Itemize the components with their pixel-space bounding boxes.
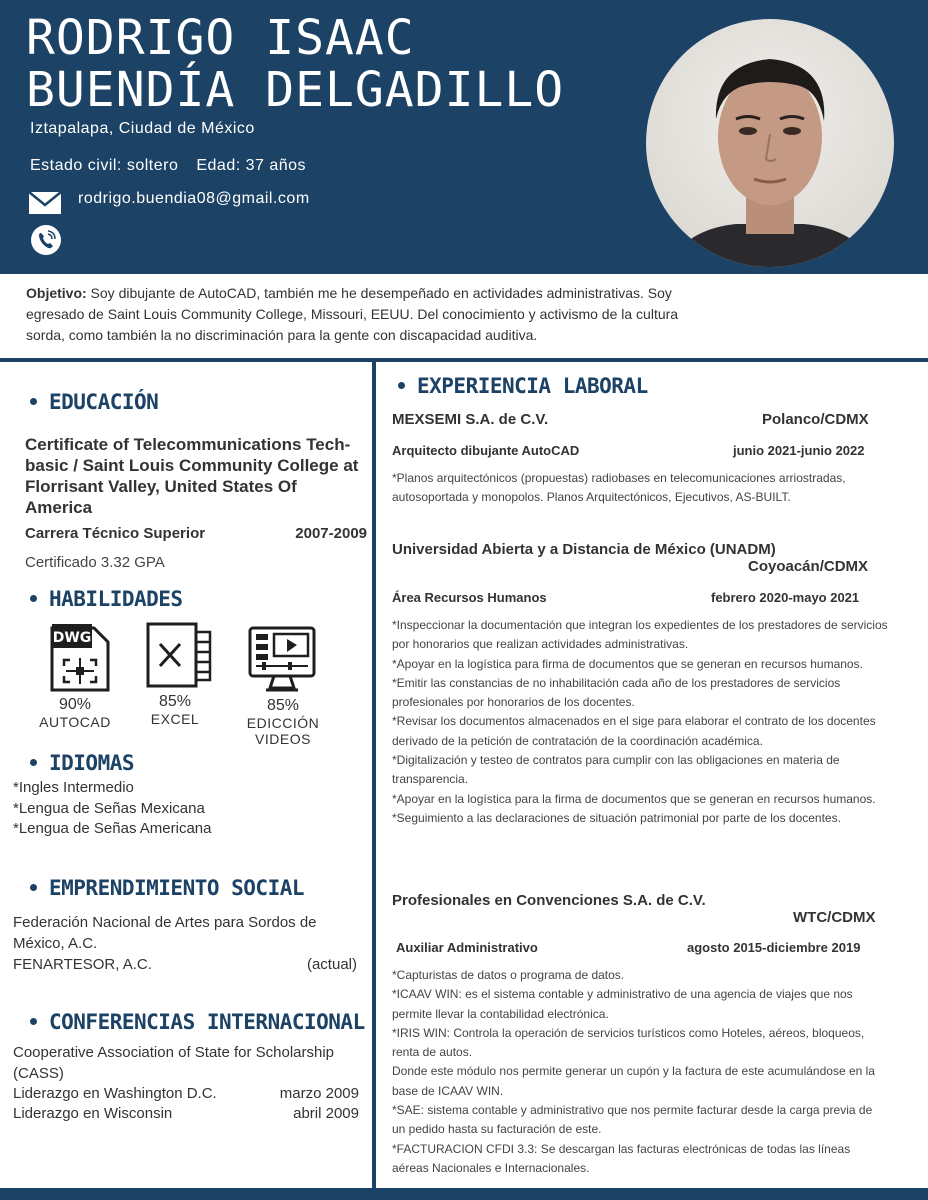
footer-bar bbox=[0, 1188, 928, 1200]
education-row bbox=[25, 525, 367, 542]
conference-date: marzo 2009 bbox=[279, 1085, 359, 1102]
job-role: Auxiliar Administrativo bbox=[396, 940, 538, 955]
job-period: junio 2021-junio 2022 bbox=[733, 443, 865, 458]
job-bullet: *SAE: sistema contable y administrativo que nos permite facturar desde la carga previa de un pedido hasta su facturación de este. bbox=[392, 1103, 873, 1137]
skills-heading bbox=[30, 587, 183, 611]
svg-text:DWG: DWG bbox=[52, 630, 92, 646]
conferences-heading bbox=[30, 1010, 365, 1034]
conference-date: abril 2009 bbox=[293, 1105, 359, 1122]
languages-heading bbox=[30, 751, 134, 775]
horizontal-divider bbox=[0, 358, 928, 362]
languages-title: IDIOMAS bbox=[49, 751, 135, 775]
email-link[interactable]: rodrigo.buendia08@gmail.com bbox=[78, 190, 310, 207]
language-item: *Lengua de Señas Mexicana bbox=[13, 799, 205, 817]
job-bullet: *IRIS WIN: Controla la operación de servicios turísticos como Hoteles, aéreos, bloqueos, renta de autos. bbox=[392, 1025, 865, 1060]
video-editing-icon bbox=[248, 626, 316, 699]
language-item: *Lengua de Señas Americana bbox=[13, 820, 212, 837]
skill-percent: 85% bbox=[266, 697, 300, 714]
civil-status: Estado civil: soltero bbox=[30, 157, 179, 174]
conference-item bbox=[13, 1084, 359, 1105]
social-acronym: FENARTESOR, A.C. bbox=[13, 956, 152, 973]
bullet-dot bbox=[398, 382, 405, 389]
bullet-dot bbox=[30, 759, 37, 766]
job-bullets bbox=[392, 616, 888, 828]
candidate-name bbox=[26, 12, 564, 116]
education-heading bbox=[30, 390, 158, 414]
experience-heading bbox=[398, 374, 648, 398]
job-company: Universidad Abierta y a Distancia de México (UNADM) bbox=[392, 541, 776, 558]
conference-name: Liderazgo en Wisconsin bbox=[13, 1105, 173, 1122]
conferences-org: Cooperative Association of State for Scholarship (CASS) bbox=[13, 1044, 335, 1082]
job-role: Área Recursos Humanos bbox=[392, 590, 547, 605]
skill-percent: 85% bbox=[158, 693, 192, 710]
language-item: *Ingles Intermedio bbox=[13, 779, 134, 796]
header-banner bbox=[0, 0, 928, 274]
job-bullet: *Capturistas de datos o programa de datos. bbox=[392, 968, 625, 982]
job-bullet: *Inspeccionar la documentación que integran los expedientes de los prestadores de servicios por honorarios que realizan actividades administrativas. bbox=[392, 618, 888, 652]
job-bullet: Donde este módulo nos permite generar un cupón y la factura de este acumulándose en la base de ICAAV WIN. bbox=[392, 1064, 875, 1098]
skill-video-editing bbox=[238, 697, 328, 747]
objective-text: Soy dibujante de AutoCAD, también me he desempeñado en actividades administrativas. Soy egresado de Saint Louis Community College, Missouri, EEUU. Del conocimiento y activismo de la cultura sorda, como también la no discriminación para la gente con discapacidad auditiva. bbox=[26, 285, 679, 343]
skill-percent: 90% bbox=[58, 696, 92, 713]
skill-label: EDICCIÓN bbox=[246, 715, 320, 731]
job-company: MEXSEMI S.A. de C.V. bbox=[392, 411, 549, 428]
job-role: Arquitecto dibujante AutoCAD bbox=[392, 443, 580, 458]
job-bullet: *Planos arquitectónicos (propuestas) radiobases en telecomunicaciones arriostradas, autosoportada y monopolos. Planos Arquitectónicos, Ejecutivos, AS-BUILT. bbox=[392, 471, 846, 505]
skill-label: AUTOCAD bbox=[39, 714, 111, 730]
objective-label: Objetivo: bbox=[26, 285, 87, 301]
conference-name: Liderazgo en Washington D.C. bbox=[13, 1085, 217, 1102]
job-bullet: *FACTURACION CFDI 3.3: Se descargan las facturas electrónicas de todas las líneas aéreas Nacionales e Internacionales. bbox=[392, 1141, 851, 1175]
conferences-title: CONFERENCIAS INTERNACIONAL bbox=[49, 1010, 365, 1034]
job-period: febrero 2020-mayo 2021 bbox=[711, 590, 860, 605]
job-location: Polanco/CDMX bbox=[762, 411, 869, 428]
languages-list bbox=[13, 778, 211, 840]
social-org-line: Federación Nacional de Artes para Sordos de bbox=[13, 914, 317, 931]
job-bullet: *ICAAV WIN: es el sistema contable y administrativo de una agencia de viajes que nos permite llevar la contabilidad electrónica. bbox=[392, 987, 853, 1021]
skill-autocad bbox=[30, 696, 120, 730]
bullet-dot bbox=[30, 398, 37, 405]
age: Edad: 37 años bbox=[196, 157, 307, 174]
education-degree: Certificate of Telecommunications Tech-basic / Saint Louis Community College at Florrisant Valley, United States Of America bbox=[25, 435, 359, 517]
education-title: EDUCACIÓN bbox=[49, 390, 159, 414]
job-bullet: *Digitalización y testeo de contratos para cumplir con las obligaciones en materia de transparencia. bbox=[392, 753, 840, 787]
social-status: (actual) bbox=[306, 956, 357, 973]
phone-icon bbox=[30, 224, 62, 261]
social-heading bbox=[30, 876, 304, 900]
location: Iztapalapa, Ciudad de México bbox=[30, 120, 255, 137]
job-period: agosto 2015-diciembre 2019 bbox=[687, 940, 861, 955]
bullet-dot bbox=[30, 1018, 37, 1025]
social-acronym-row bbox=[13, 955, 357, 976]
dwg-file-icon bbox=[50, 622, 110, 697]
skill-label: VIDEOS bbox=[255, 731, 311, 747]
job-bullet: *Seguimiento a las declaraciones de situación patrimonial por parte de los docentes. bbox=[392, 810, 841, 825]
skill-excel bbox=[130, 693, 220, 727]
job-bullet: *Apoyar en la logística para la firma de documentos que se generan en recursos humanos. bbox=[392, 791, 876, 806]
social-org-line: México, A.C. bbox=[13, 934, 98, 952]
job-location: Coyoacán/CDMX bbox=[748, 558, 869, 575]
excel-file-icon bbox=[146, 622, 212, 693]
objective-paragraph bbox=[26, 283, 706, 346]
name-line-1: RODRIGO ISAAC bbox=[26, 10, 415, 66]
skill-label: EXCEL bbox=[150, 711, 200, 727]
education-years: 2007-2009 bbox=[295, 525, 367, 542]
profile-photo bbox=[646, 19, 894, 267]
experience-title: EXPERIENCIA LABORAL bbox=[417, 374, 648, 398]
job-bullet: *Revisar los documentos almacenados en el sige para elaborar el contrato de los docentes derivado de la petición de contratación de la coordinación académica. bbox=[392, 714, 876, 748]
bullet-dot bbox=[30, 595, 37, 602]
bullet-dot bbox=[30, 884, 37, 891]
job-bullet: *Apoyar en la logística para firma de documentos que se generan en recursos humanos. bbox=[392, 656, 863, 671]
name-line-2: BUENDÍA DELGADILLO bbox=[26, 62, 565, 118]
social-org bbox=[13, 913, 317, 954]
envelope-icon bbox=[28, 190, 62, 221]
social-title: EMPRENDIMIENTO SOCIAL bbox=[49, 876, 305, 900]
job-bullets bbox=[392, 469, 888, 508]
job-location: WTC/CDMX bbox=[793, 909, 876, 926]
conference-item bbox=[13, 1104, 359, 1125]
skills-title: HABILIDADES bbox=[49, 587, 183, 611]
education-gpa: Certificado 3.32 GPA bbox=[25, 554, 165, 571]
job-company: Profesionales en Convenciones S.A. de C.V. bbox=[392, 892, 706, 909]
job-bullets bbox=[392, 966, 888, 1178]
education-level: Carrera Técnico Superior bbox=[25, 525, 206, 542]
vertical-divider bbox=[372, 362, 376, 1190]
job-bullet: *Emitir las constancias de no inhabilitación cada año de los prestadores de servicios profesionales por honorarios de los docentes. bbox=[392, 675, 841, 710]
personal-info bbox=[30, 157, 324, 175]
